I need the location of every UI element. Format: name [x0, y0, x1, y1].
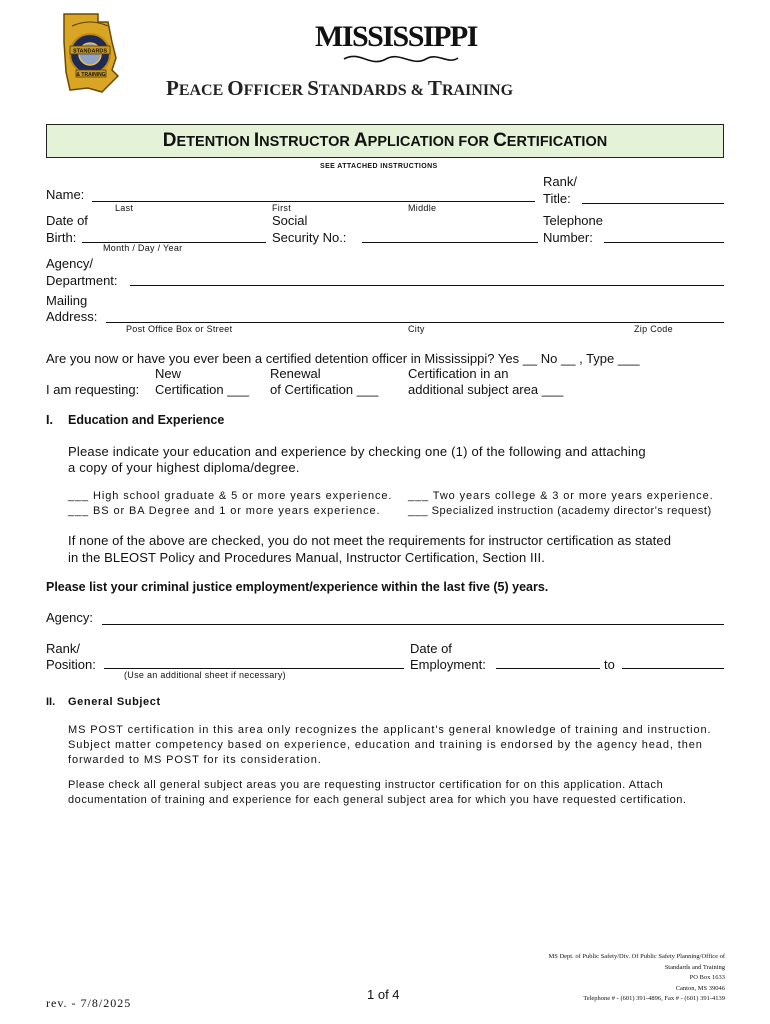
telephone-label: Telephone Number:	[543, 213, 603, 245]
certified-question[interactable]: Are you now or have you ever been a certified detention officer in Mississippi? Yes __ No __ , Type ___	[46, 351, 640, 366]
option-high-school[interactable]: ___ High school graduate & 5 or more years experience.	[68, 490, 393, 502]
rank-title-label: Rank/ Title:	[543, 174, 577, 206]
to-label: to	[604, 657, 615, 672]
section-2-title: General Subject	[68, 696, 161, 708]
ssn-field[interactable]	[362, 242, 538, 243]
employment-end-field[interactable]	[622, 668, 724, 669]
name-label: Name:	[46, 187, 85, 202]
city-hint: City	[408, 324, 425, 334]
section-2-number: II.	[46, 696, 56, 708]
requirements-note: If none of the above are checked, you do not meet the requirements for instructor certification as stated in the BLEOST Policy and Procedures Manual, Instructor Certification, Section III.	[68, 533, 672, 565]
svg-text:& TRAINING: & TRAINING	[76, 71, 106, 78]
option-two-years-college[interactable]: ___ Two years college & 3 or more years experience.	[408, 490, 714, 502]
section-1-number: I.	[46, 413, 53, 427]
wordmark-swirl-icon	[340, 50, 460, 68]
additional-subject-option[interactable]: Certification in an additional subject area ___	[408, 366, 564, 397]
svg-text:STANDARDS: STANDARDS	[72, 48, 108, 55]
rank-title-field[interactable]	[582, 203, 724, 204]
employment-agency-field[interactable]	[102, 624, 724, 625]
last-hint: Last	[115, 203, 134, 213]
name-field[interactable]	[92, 201, 535, 202]
po-box-hint: Post Office Box or Street	[126, 324, 233, 334]
state-wordmark: MISSISSIPPI	[315, 20, 477, 53]
dob-hint: Month / Day / Year	[103, 243, 183, 253]
first-hint: First	[272, 203, 291, 213]
rank-position-field[interactable]	[104, 668, 404, 669]
form-title: DETENTION INSTRUCTOR APPLICATION FOR CERTIFICATION	[46, 124, 724, 158]
rank-position-label: Rank/ Position:	[46, 641, 96, 672]
section-1-title: Education and Experience	[68, 413, 225, 427]
employment-heading: Please list your criminal justice employment/experience within the last five (5) years.	[46, 580, 549, 594]
revision-date: rev. - 7/8/2025	[46, 996, 132, 1010]
employment-start-field[interactable]	[496, 668, 600, 669]
ssn-label: Social Security No.:	[272, 213, 347, 245]
date-of-employment-label: Date of Employment:	[410, 641, 486, 672]
additional-sheet-hint: (Use an additional sheet if necessary)	[124, 670, 286, 680]
general-subject-paragraph-2: Please check all general subject areas you are requesting instructor certification for on this application. Attach documentation of training and experience for each general subject area for which you have requested certification.	[68, 779, 687, 806]
mailing-address-field[interactable]	[106, 322, 724, 323]
education-instructions: Please indicate your education and experience by checking one (1) of the following and attaching a copy of your highest diploma/degree.	[68, 444, 646, 475]
new-certification-option[interactable]: New Certification ___	[155, 366, 249, 397]
option-bs-ba[interactable]: ___ BS or BA Degree and 1 or more years experience.	[68, 505, 381, 517]
mailing-address-label: Mailing Address:	[46, 293, 98, 324]
telephone-field[interactable]	[604, 242, 724, 243]
agency-name: PEACE OFFICER STANDARDS & TRAINING	[166, 76, 514, 100]
agency-department-label: Agency/ Department:	[46, 256, 118, 288]
general-subject-paragraph-1: MS POST certification in this area only recognizes the applicant's general knowledge of training and instruction. Subject matter competency based on experience, education and training is endorsed by the agency head, then forwarded to MS POST for its consideration.	[68, 724, 712, 766]
option-specialized[interactable]: ___ Specialized instruction (academy director's request)	[408, 505, 712, 517]
see-attached-instructions: SEE ATTACHED INSTRUCTIONS	[320, 163, 438, 170]
agency-department-field[interactable]	[130, 285, 724, 286]
middle-hint: Middle	[408, 203, 437, 213]
post-badge-logo	[58, 12, 122, 96]
renewal-option[interactable]: Renewal of Certification ___	[270, 366, 379, 397]
agency-address: MS Dept. of Public Safety/Div. Of Public Safety Planning/Office of Standards and Training PO Box 1633 Canton, MS 39046 Telephone # - (601) 391-4896, Fax # - (601) 391-4139	[548, 953, 725, 1002]
page-number: 1 of 4	[367, 987, 400, 1002]
requesting-label: I am requesting:	[46, 382, 140, 397]
zip-hint: Zip Code	[634, 324, 673, 334]
dob-label: Date of Birth:	[46, 213, 88, 245]
employment-agency-label: Agency:	[46, 610, 93, 625]
